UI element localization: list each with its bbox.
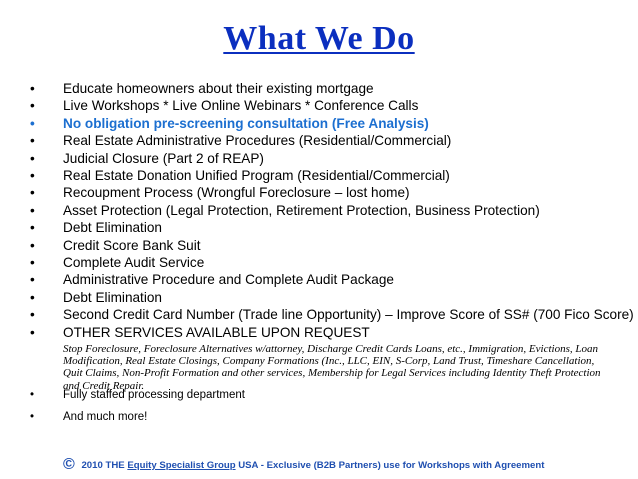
service-label: Real Estate Donation Unified Program (Residential/Commercial) bbox=[63, 168, 450, 184]
other-services-note: Stop Foreclosure, Foreclosure Alternatives w/attorney, Discharge Credit Cards Loans, etc., Immigration, Evictions, Loan Modification, Real Estate Closings, Company Formations (Inc., LLC, EIN, S-Corp, Land Trust, Timeshare Cancellation, Quit Claims, Non-Profit Formation and other services, Membership for Legal Services including Identity Theft Protection and Credit Repair. bbox=[63, 343, 601, 392]
service-item bbox=[30, 202, 630, 219]
extras-list bbox=[30, 388, 610, 432]
bullet-icon: • bbox=[30, 411, 35, 423]
service-label: Debt Elimination bbox=[63, 289, 162, 305]
bullet-icon: • bbox=[30, 307, 35, 323]
service-label: Credit Score Bank Suit bbox=[63, 237, 201, 253]
extra-label: Fully staffed processing department bbox=[63, 389, 245, 401]
service-item bbox=[30, 271, 630, 288]
service-item bbox=[30, 150, 630, 167]
footer-year: 2010 bbox=[81, 460, 103, 471]
bullet-icon: • bbox=[30, 168, 35, 184]
service-item bbox=[30, 306, 634, 323]
footer-rest: USA - Exclusive (B2B Partners) use for Workshops with Agreement bbox=[238, 460, 545, 471]
service-item bbox=[30, 80, 630, 97]
services-list bbox=[30, 80, 634, 341]
service-item bbox=[30, 97, 630, 114]
bullet-icon: • bbox=[30, 202, 35, 218]
service-label: Administrative Procedure and Complete Audit Package bbox=[63, 272, 394, 288]
bullet-icon: • bbox=[30, 272, 35, 288]
service-label: OTHER SERVICES AVAILABLE UPON REQUEST bbox=[63, 324, 370, 340]
extra-item bbox=[30, 410, 610, 424]
service-item bbox=[30, 324, 630, 341]
bullet-icon: • bbox=[30, 289, 35, 305]
bullet-icon: • bbox=[30, 98, 35, 114]
service-item bbox=[30, 237, 630, 254]
service-label: Complete Audit Service bbox=[63, 255, 205, 271]
service-item bbox=[30, 219, 630, 236]
bullet-icon: • bbox=[30, 255, 35, 271]
footer-company: Equity Specialist Group bbox=[127, 460, 236, 471]
service-label: Recoupment Process (Wrongful Foreclosure – lost home) bbox=[63, 185, 410, 201]
copyright-symbol: © bbox=[63, 456, 75, 473]
service-label: Debt Elimination bbox=[63, 220, 162, 236]
service-item bbox=[30, 115, 630, 132]
service-label: Judicial Closure (Part 2 of REAP) bbox=[63, 150, 264, 166]
footer-the: THE bbox=[105, 460, 125, 471]
bullet-icon: • bbox=[30, 389, 35, 401]
bullet-icon: • bbox=[30, 324, 35, 340]
service-label: No obligation pre-screening consultation (Free Analysis) bbox=[63, 115, 429, 131]
service-label: Asset Protection (Legal Protection, Retirement Protection, Business Protection) bbox=[63, 202, 540, 218]
service-item bbox=[30, 167, 630, 184]
service-label: Educate homeowners about their existing mortgage bbox=[63, 81, 374, 96]
bullet-icon: • bbox=[30, 115, 35, 131]
bullet-icon: • bbox=[30, 237, 35, 253]
bullet-icon: • bbox=[30, 150, 35, 166]
service-label: Real Estate Administrative Procedures (Residential/Commercial) bbox=[63, 133, 452, 149]
service-item bbox=[30, 132, 630, 149]
bullet-icon: • bbox=[30, 220, 35, 236]
page-title: What We Do bbox=[223, 20, 415, 57]
service-label: Live Workshops * Live Online Webinars * Conference Calls bbox=[63, 98, 419, 114]
service-label: Second Credit Card Number (Trade line Opportunity) – Improve Score of SS# (700 Fico Score) bbox=[63, 307, 634, 323]
extra-item bbox=[30, 388, 610, 402]
extra-label: And much more! bbox=[63, 411, 148, 423]
bullet-icon: • bbox=[30, 133, 35, 149]
bullet-icon: • bbox=[30, 81, 35, 96]
footer bbox=[63, 456, 545, 473]
service-item bbox=[30, 289, 630, 306]
service-item bbox=[30, 184, 630, 201]
service-item bbox=[30, 254, 630, 271]
bullet-icon: • bbox=[30, 185, 35, 201]
